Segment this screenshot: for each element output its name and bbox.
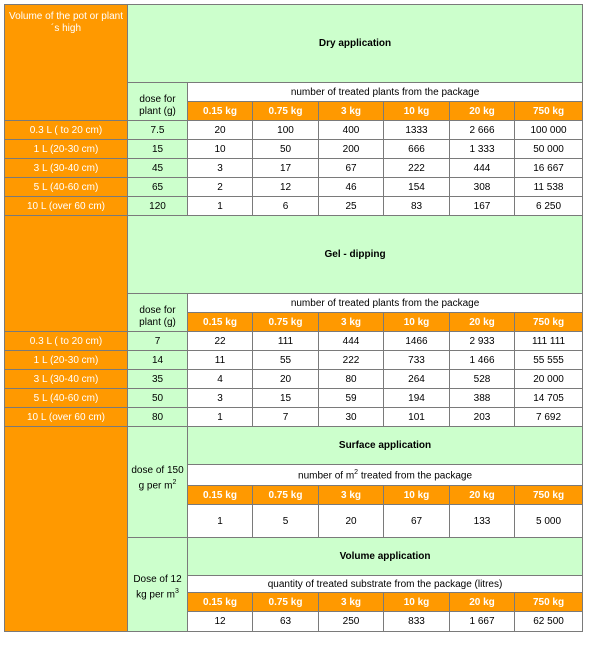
cell: 46 bbox=[319, 178, 384, 197]
cell: 133 bbox=[450, 505, 515, 538]
cell: 6 bbox=[253, 197, 319, 216]
cell: 222 bbox=[384, 159, 450, 178]
cell: 1 667 bbox=[450, 612, 515, 632]
cell: 154 bbox=[384, 178, 450, 197]
cell: 733 bbox=[384, 351, 450, 370]
cell: 2 933 bbox=[450, 332, 515, 351]
package-size: 20 kg bbox=[450, 313, 515, 332]
cell: 1 333 bbox=[450, 140, 515, 159]
cell: 1 bbox=[188, 408, 253, 427]
volume-dose-text: Dose of 12 kg per m bbox=[133, 574, 182, 601]
volume-label: 3 L (30-40 cm) bbox=[5, 370, 128, 389]
cell: 111 111 bbox=[515, 332, 583, 351]
dosage-table bbox=[4, 4, 583, 632]
cell: 15 bbox=[253, 389, 319, 408]
table-row bbox=[5, 408, 583, 427]
volume-application-title: Volume application bbox=[188, 538, 583, 576]
dose-value: 45 bbox=[128, 159, 188, 178]
package-size: 10 kg bbox=[384, 486, 450, 505]
cell: 528 bbox=[450, 370, 515, 389]
package-size: 0.75 kg bbox=[253, 313, 319, 332]
volume-subheader: quantity of treated substrate from the package (litres) bbox=[188, 576, 583, 593]
cell: 12 bbox=[188, 612, 253, 632]
package-size: 10 kg bbox=[384, 313, 450, 332]
cell: 20 bbox=[253, 370, 319, 389]
dose-value: 7.5 bbox=[128, 121, 188, 140]
surface-dose-text: dose of 150 g per m bbox=[131, 465, 184, 492]
cell: 250 bbox=[319, 612, 384, 632]
cell: 3 bbox=[188, 159, 253, 178]
cell: 1466 bbox=[384, 332, 450, 351]
dry-dose-label: dose for plant (g) bbox=[128, 83, 188, 121]
cell: 264 bbox=[384, 370, 450, 389]
volume-label: 3 L (30-40 cm) bbox=[5, 159, 128, 178]
cell: 12 bbox=[253, 178, 319, 197]
package-size: 3 kg bbox=[319, 486, 384, 505]
package-size: 0.75 kg bbox=[253, 102, 319, 121]
package-size: 0.75 kg bbox=[253, 593, 319, 612]
dose-value: 80 bbox=[128, 408, 188, 427]
cell: 222 bbox=[319, 351, 384, 370]
cell: 67 bbox=[384, 505, 450, 538]
table-row bbox=[5, 140, 583, 159]
cell: 100 bbox=[253, 121, 319, 140]
cell: 55 555 bbox=[515, 351, 583, 370]
dose-value: 120 bbox=[128, 197, 188, 216]
cell: 16 667 bbox=[515, 159, 583, 178]
package-size: 10 kg bbox=[384, 593, 450, 612]
cell: 83 bbox=[384, 197, 450, 216]
table-row bbox=[5, 121, 583, 140]
cell: 7 bbox=[253, 408, 319, 427]
volume-label: 10 L (over 60 cm) bbox=[5, 197, 128, 216]
gel-subheader: number of treated plants from the package bbox=[188, 294, 583, 313]
cell: 20 bbox=[188, 121, 253, 140]
dose-value: 15 bbox=[128, 140, 188, 159]
cell: 20 000 bbox=[515, 370, 583, 389]
cell: 2 bbox=[188, 178, 253, 197]
package-size: 0.75 kg bbox=[253, 486, 319, 505]
volume-label: 1 L (20-30 cm) bbox=[5, 140, 128, 159]
cell: 17 bbox=[253, 159, 319, 178]
cell: 666 bbox=[384, 140, 450, 159]
cell: 22 bbox=[188, 332, 253, 351]
surface-dose-sup: 2 bbox=[172, 479, 177, 486]
package-size: 3 kg bbox=[319, 313, 384, 332]
package-size: 0.15 kg bbox=[188, 593, 253, 612]
cell: 55 bbox=[253, 351, 319, 370]
package-size: 3 kg bbox=[319, 102, 384, 121]
cell: 100 000 bbox=[515, 121, 583, 140]
dry-application-title: Dry application bbox=[128, 5, 583, 83]
gel-dipping-title: Gel - dipping bbox=[128, 216, 583, 294]
surface-volume-side-empty bbox=[5, 427, 128, 632]
cell: 63 bbox=[253, 612, 319, 632]
table-row bbox=[5, 370, 583, 389]
cell: 67 bbox=[319, 159, 384, 178]
cell: 444 bbox=[319, 332, 384, 351]
package-size: 10 kg bbox=[384, 102, 450, 121]
cell: 203 bbox=[450, 408, 515, 427]
cell: 5 000 bbox=[515, 505, 583, 538]
cell: 59 bbox=[319, 389, 384, 408]
cell: 833 bbox=[384, 612, 450, 632]
dose-value: 35 bbox=[128, 370, 188, 389]
volume-label: 10 L (over 60 cm) bbox=[5, 408, 128, 427]
package-size: 0.15 kg bbox=[188, 313, 253, 332]
package-size: 750 kg bbox=[515, 102, 583, 121]
package-size: 750 kg bbox=[515, 593, 583, 612]
cell: 80 bbox=[319, 370, 384, 389]
cell: 6 250 bbox=[515, 197, 583, 216]
dose-value: 14 bbox=[128, 351, 188, 370]
cell: 194 bbox=[384, 389, 450, 408]
surface-application-title: Surface application bbox=[188, 427, 583, 465]
cell: 3 bbox=[188, 389, 253, 408]
package-size: 20 kg bbox=[450, 102, 515, 121]
cell: 50 bbox=[253, 140, 319, 159]
cell: 7 692 bbox=[515, 408, 583, 427]
gel-volume-header-empty bbox=[5, 216, 128, 332]
package-size: 20 kg bbox=[450, 486, 515, 505]
surface-dose-label bbox=[128, 427, 188, 538]
package-size: 0.15 kg bbox=[188, 486, 253, 505]
table-row bbox=[5, 159, 583, 178]
cell: 1 bbox=[188, 197, 253, 216]
table-row bbox=[5, 332, 583, 351]
cell: 167 bbox=[450, 197, 515, 216]
cell: 11 538 bbox=[515, 178, 583, 197]
cell: 1333 bbox=[384, 121, 450, 140]
cell: 62 500 bbox=[515, 612, 583, 632]
dose-value: 50 bbox=[128, 389, 188, 408]
cell: 388 bbox=[450, 389, 515, 408]
cell: 10 bbox=[188, 140, 253, 159]
dose-value: 65 bbox=[128, 178, 188, 197]
volume-dose-sup: 3 bbox=[175, 588, 179, 595]
cell: 5 bbox=[253, 505, 319, 538]
cell: 14 705 bbox=[515, 389, 583, 408]
cell: 400 bbox=[319, 121, 384, 140]
cell: 444 bbox=[450, 159, 515, 178]
gel-dose-label: dose for plant (g) bbox=[128, 294, 188, 332]
cell: 50 000 bbox=[515, 140, 583, 159]
surface-subheader: number of $m^2$ treated from the package bbox=[188, 465, 583, 486]
cell: 1 466 bbox=[450, 351, 515, 370]
cell: 111 bbox=[253, 332, 319, 351]
cell: 20 bbox=[319, 505, 384, 538]
dry-subheader: number of treated plants from the package bbox=[188, 83, 583, 102]
cell: 1 bbox=[188, 505, 253, 538]
table-row bbox=[5, 389, 583, 408]
volume-label: 0.3 L ( to 20 cm) bbox=[5, 332, 128, 351]
cell: 101 bbox=[384, 408, 450, 427]
dose-value: 7 bbox=[128, 332, 188, 351]
cell: 308 bbox=[450, 178, 515, 197]
cell: 30 bbox=[319, 408, 384, 427]
table-row bbox=[5, 197, 583, 216]
volume-label: 0.3 L ( to 20 cm) bbox=[5, 121, 128, 140]
volume-label: 1 L (20-30 cm) bbox=[5, 351, 128, 370]
volume-label: 5 L (40-60 cm) bbox=[5, 178, 128, 197]
cell: 11 bbox=[188, 351, 253, 370]
package-size: 0.15 kg bbox=[188, 102, 253, 121]
table-row bbox=[5, 351, 583, 370]
cell: 2 666 bbox=[450, 121, 515, 140]
cell: 4 bbox=[188, 370, 253, 389]
package-size: 750 kg bbox=[515, 313, 583, 332]
package-size: 3 kg bbox=[319, 593, 384, 612]
package-size: 750 kg bbox=[515, 486, 583, 505]
volume-header: Volume of the pot or plant´s high bbox=[5, 5, 128, 121]
cell: 200 bbox=[319, 140, 384, 159]
volume-dose-label bbox=[128, 538, 188, 632]
cell: 25 bbox=[319, 197, 384, 216]
package-size: 20 kg bbox=[450, 593, 515, 612]
volume-label: 5 L (40-60 cm) bbox=[5, 389, 128, 408]
table-row bbox=[5, 178, 583, 197]
